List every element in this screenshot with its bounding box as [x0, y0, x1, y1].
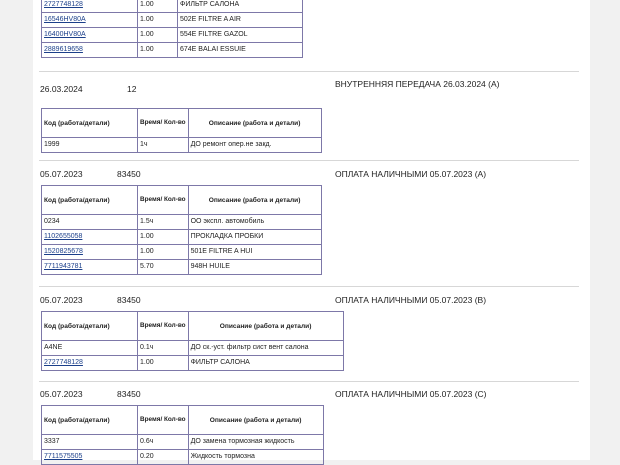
quantity-cell: 1.00 [138, 28, 178, 43]
description-cell: 554E FILTRE GAZOL [178, 28, 303, 43]
quantity-cell: 1.00 [138, 356, 189, 371]
part-code-link[interactable]: 7711943781 [44, 263, 83, 270]
description-cell: ДО ремонт опер.не закд. [188, 138, 321, 153]
quantity-cell: 5.70 [138, 260, 189, 275]
table-row [42, 138, 322, 153]
description-cell: 502E FILTRE A AIR [178, 13, 303, 28]
table-header-row [42, 312, 344, 341]
table-row [42, 13, 303, 28]
section-divider [39, 381, 579, 382]
table-row [42, 341, 344, 356]
part-code-link[interactable]: 2727748128 [44, 359, 83, 366]
column-header-qty: Время/ Кол-во [138, 186, 189, 215]
section-date: 05.07.2023 [40, 169, 83, 179]
table-row [42, 450, 324, 465]
section-title: ОПЛАТА НАЛИЧНЫМИ 05.07.2023 (C) [335, 389, 487, 399]
table-row [42, 0, 303, 13]
column-header-code: Код (работа/детали) [42, 109, 138, 138]
parts-table-top [41, 0, 303, 58]
section-date: 26.03.2024 [40, 84, 83, 94]
quantity-cell: 1.00 [138, 245, 189, 260]
table-row [42, 230, 322, 245]
quantity-cell: 0.20 [138, 450, 189, 465]
description-cell: ОО экспл. автомобиль [188, 215, 321, 230]
column-header-code: Код (работа/детали) [42, 186, 138, 215]
table-header-row [42, 109, 322, 138]
section-divider [39, 71, 579, 72]
table-row [42, 260, 322, 275]
part-code-link[interactable]: 2727748128 [44, 1, 83, 8]
table-header-row [42, 186, 322, 215]
section-title: ОПЛАТА НАЛИЧНЫМИ 05.07.2023 (B) [335, 295, 487, 305]
part-code-link[interactable]: 2889619658 [44, 46, 83, 53]
section-divider [39, 286, 579, 287]
work-table [41, 311, 344, 371]
section-date: 05.07.2023 [40, 295, 83, 305]
column-header-qty: Время/ Кол-во [138, 406, 189, 435]
description-cell: ПРОКЛАДКА ПРОБКИ [188, 230, 321, 245]
column-header-description: Описание (работа и детали) [188, 109, 321, 138]
table-row [42, 435, 324, 450]
work-code: A4NE [44, 344, 63, 351]
table-header-row [42, 406, 324, 435]
column-header-description: Описание (работа и детали) [188, 186, 321, 215]
quantity-cell: 1.00 [138, 230, 189, 245]
quantity-cell: 1ч [138, 138, 189, 153]
section-number: 12 [127, 84, 137, 94]
column-header-qty: Время/ Кол-во [138, 312, 189, 341]
quantity-cell: 0.1ч [138, 341, 189, 356]
section-number: 83450 [117, 389, 141, 399]
table-row [42, 245, 322, 260]
work-code: 0234 [44, 218, 60, 225]
section-date: 05.07.2023 [40, 389, 83, 399]
table-row [42, 215, 322, 230]
work-table [41, 185, 322, 275]
work-table [41, 405, 324, 465]
work-table [41, 108, 322, 153]
part-code-link[interactable]: 16546HV80A [44, 16, 86, 23]
column-header-code: Код (работа/детали) [42, 312, 138, 341]
description-cell: 674E BALAI ESSUIE [178, 43, 303, 58]
document-page [33, 0, 590, 460]
description-cell: Жидкость тормозна [188, 450, 323, 465]
part-code-link[interactable]: 16400HV80A [44, 31, 86, 38]
section-title: ОПЛАТА НАЛИЧНЫМИ 05.07.2023 (A) [335, 169, 487, 179]
column-header-description: Описание (работа и детали) [188, 312, 343, 341]
column-header-description: Описание (работа и детали) [188, 406, 323, 435]
description-cell: ДО замена тормозная жидкость [188, 435, 323, 450]
part-code-link[interactable]: 7711575505 [44, 453, 83, 460]
table-row [42, 356, 344, 371]
column-header-code: Код (работа/детали) [42, 406, 138, 435]
description-cell: ФИЛЬТР САЛОНА [188, 356, 343, 371]
quantity-cell: 1.00 [138, 0, 178, 13]
work-code: 3337 [44, 438, 60, 445]
description-cell: 948H HUILE [188, 260, 321, 275]
table-row [42, 43, 303, 58]
quantity-cell: 1.00 [138, 43, 178, 58]
table-row [42, 28, 303, 43]
column-header-qty: Время/ Кол-во [138, 109, 189, 138]
description-cell: ФИЛЬТР САЛОНА [178, 0, 303, 13]
section-title: ВНУТРЕННЯЯ ПЕРЕДАЧА 26.03.2024 (A) [335, 79, 500, 89]
section-number: 83450 [117, 295, 141, 305]
quantity-cell: 0.6ч [138, 435, 189, 450]
part-code-link[interactable]: 1520825678 [44, 248, 83, 255]
part-code-link[interactable]: 1102655058 [44, 233, 83, 240]
description-cell: 501E FILTRE A HUI [188, 245, 321, 260]
section-divider [39, 160, 579, 161]
description-cell: ДО ск.-уст. фильтр сист вент салона [188, 341, 343, 356]
quantity-cell: 1.5ч [138, 215, 189, 230]
section-number: 83450 [117, 169, 141, 179]
work-code: 1999 [44, 141, 60, 148]
quantity-cell: 1.00 [138, 13, 178, 28]
